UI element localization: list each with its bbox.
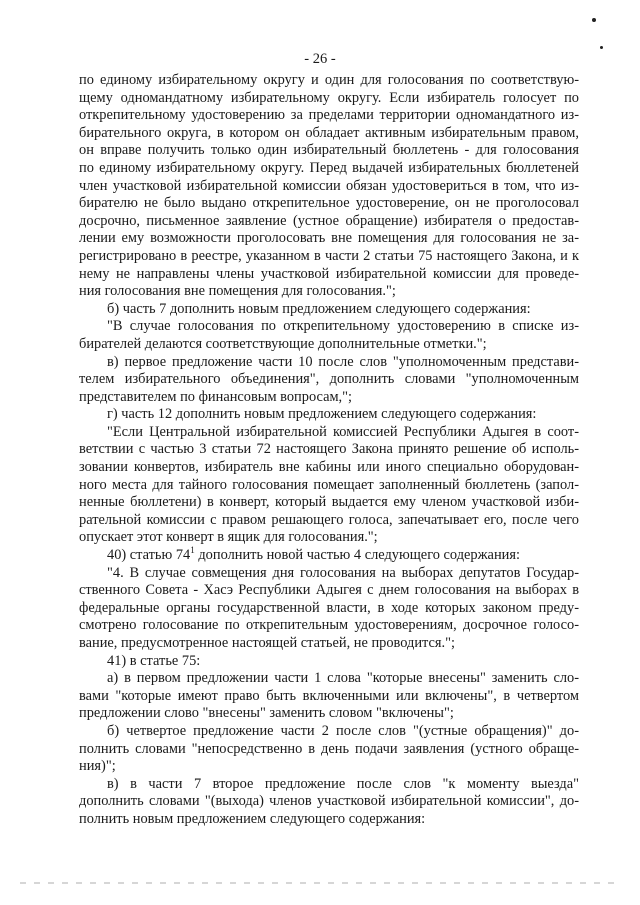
text-line: зовании конвертов, избиратель вне кабины или иного специально оборудован- xyxy=(79,459,579,476)
text-line: в) в части 7 второе предложение после слов "к моменту выезда" xyxy=(107,775,579,792)
text-line: г) часть 12 дополнить новым предложением следующего содержания: xyxy=(107,406,537,423)
text-line: бирателю не было выдано открепительное удостоверение, он не проголосовал xyxy=(79,195,579,212)
text-line: ния)"; xyxy=(79,758,116,775)
text-line: а) в первом предложении части 1 слова "которые внесены" заменить сло- xyxy=(107,670,579,687)
superscript: 1 xyxy=(190,545,195,556)
text-line: смотрено голосование по открепительным удостоверениям, досрочное голосо- xyxy=(79,617,579,634)
text-line: член участковой избирательной комиссии обязан удостовериться в том, что из- xyxy=(79,177,579,194)
text-line: предложении слово "внесены" заменить словом "включены"; xyxy=(79,705,454,722)
text-line: щему одномандатному избирательному округу. Если избиратель голосует по xyxy=(79,89,579,106)
text-line: федеральные органы государственной власти, в ходе которых законом преду- xyxy=(79,599,579,616)
text-line: вами "которые имеют право быть включенными или включены", в четвертом xyxy=(79,687,579,704)
text-line: по единому избирательному округу. Перед выдачей избирательных бюллетеней xyxy=(79,159,579,176)
text-line: ветствии с частью 3 статьи 72 настоящего Закона принято решение об исполь- xyxy=(79,441,579,458)
text-line: "4. В случае совмещения дня голосования на выборах депутатов Государ- xyxy=(107,564,579,581)
text-line: опускает этот конверт в ящик для голосования."; xyxy=(79,529,378,546)
text-line: бирательного округа, в котором он обладает активным избирательным правом, xyxy=(79,124,579,141)
page-number: - 26 - xyxy=(304,51,336,67)
text-line: полнить новым предложением следующего содержания: xyxy=(79,810,426,827)
text-line: представителем по финансовым вопросам,"; xyxy=(79,388,353,405)
document-body xyxy=(79,72,579,829)
text-line: бирателей делаются соответствующие дополнительные отметки."; xyxy=(79,335,487,352)
text-line: б) четвертое предложение части 2 после слов "(устные обращения)" до- xyxy=(107,722,579,739)
article-reference: 40) статью 74 xyxy=(107,547,191,564)
text-line: рательной комиссии с правом решающего голоса, запечатывает его, после чего xyxy=(79,511,579,528)
text-line: он вправе получить только один избирательный бюллетень - для голосования xyxy=(79,142,579,159)
text-line: телем избирательного объединения", дополнить словами "уполномоченным xyxy=(79,371,579,388)
text-line: вание, предусмотренное настоящей статьей, не проводится."; xyxy=(79,635,455,651)
text-line: "В случае голосования по открепительному удостоверению в списке из- xyxy=(107,318,579,335)
text-line: открепительному удостоверению за пределами территории одномандатного из- xyxy=(79,107,579,124)
scan-edge-noise xyxy=(20,882,620,884)
text-line: регистрировано в реестре, указанном в части 2 статьи 75 настоящего Закона, и к xyxy=(79,247,579,264)
text-line: ного места для тайного голосования помещает заполненный бюллетень (запол- xyxy=(79,476,579,493)
text-line: 41) в статье 75: xyxy=(107,652,201,669)
text-line: дополнить словами "(выхода) членов участковой избирательной комиссии", до- xyxy=(79,793,579,810)
text-line: лении ему возможности проголосовать вне помещения для голосования не за- xyxy=(79,230,579,247)
text-line: нему не направлены члены участковой избирательной комиссии для проведе- xyxy=(79,265,579,282)
scan-speck xyxy=(592,18,596,22)
text-line: ния голосования вне помещения для голосования."; xyxy=(79,283,396,300)
scan-speck xyxy=(600,46,603,49)
text-line: досрочно, письменное заявление (устное обращение) избирателя о предостав- xyxy=(79,212,579,229)
text-line: ственного Совета - Хасэ Республики Адыгея с днем голосования на выборах в xyxy=(79,582,579,599)
text-fragment: дополнить новой частью 4 следующего содержания: xyxy=(194,547,520,564)
text-line xyxy=(79,547,579,565)
text-line: ненные бюллетени) в конверт, который выдается ему членом участковой изби- xyxy=(79,494,579,511)
text-line: полнить словами "непосредственно в день подачи заявления (устного обраще- xyxy=(79,740,579,757)
text-line: б) часть 7 дополнить новым предложением следующего содержания: xyxy=(107,300,531,317)
text-line: по единому избирательному округу и один для голосования по соответствую- xyxy=(79,72,579,88)
text-line: в) первое предложение части 10 после слов "уполномоченным представи- xyxy=(107,353,579,370)
text-line: "Если Центральной избирательной комиссией Республики Адыгея в соот- xyxy=(107,423,579,440)
